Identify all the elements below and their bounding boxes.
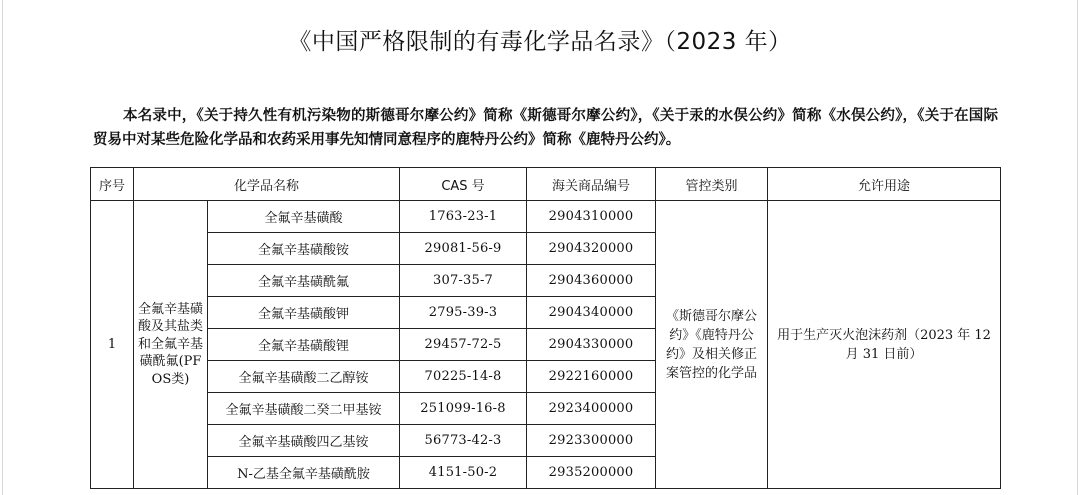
hs-code-cell: 2923400000	[527, 393, 656, 425]
table-row	[91, 201, 1001, 233]
chemical-list-table	[90, 167, 1001, 489]
cas-number-cell: 2795-39-3	[400, 297, 527, 329]
document-title: 《中国严格限制的有毒化学品名录》（2023 年）	[288, 29, 792, 55]
hs-code-cell: 2923300000	[527, 425, 656, 457]
chemical-name-cell: 全氟辛基磺酸二乙醇铵	[208, 361, 400, 393]
header-hs-code: 海关商品编号	[527, 168, 656, 201]
chemical-name-cell: 全氟辛基磺酸二癸二甲基铵	[208, 393, 400, 425]
cas-number-cell: 307-35-7	[400, 265, 527, 297]
hs-code-cell: 2904310000	[527, 201, 656, 233]
chemical-name-cell: N-乙基全氟辛基磺酰胺	[208, 457, 400, 489]
control-category-cell: 《斯德哥尔摩公约》《鹿特丹公约》及相关修正案管控的化学品	[656, 201, 768, 489]
allowed-use-cell: 用于生产灭火泡沫药剂（2023 年 12 月 31 日前）	[768, 201, 1001, 489]
group-index-cell: 1	[91, 201, 134, 489]
chemical-name-cell: 全氟辛基磺酰氟	[208, 265, 400, 297]
hs-code-cell: 2904340000	[527, 297, 656, 329]
header-cas: CAS 号	[400, 168, 527, 201]
chemical-name-cell: 全氟辛基磺酸四乙基铵	[208, 425, 400, 457]
chemical-name-cell: 全氟辛基磺酸钾	[208, 297, 400, 329]
page-edge-left	[2, 0, 3, 495]
intro-paragraph: 本名录中，《关于持久性有机污染物的斯德哥尔摩公约》简称《斯德哥尔摩公约》，《关于汞的水俣公约》简称《水俣公约》，《关于在国际贸易中对某些危险化学品和农药采用事先知情同意程序的鹿特丹公约》简称《鹿特丹公约》。	[93, 107, 998, 148]
header-index: 序号	[91, 168, 134, 201]
hs-code-cell: 2935200000	[527, 457, 656, 489]
cas-number-cell: 29081-56-9	[400, 233, 527, 265]
chemical-name-cell: 全氟辛基磺酸锂	[208, 329, 400, 361]
cas-number-cell: 29457-72-5	[400, 329, 527, 361]
cas-number-cell: 56773-42-3	[400, 425, 527, 457]
header-chemical-name: 化学品名称	[134, 168, 400, 201]
hs-code-cell: 2922160000	[527, 361, 656, 393]
chemical-name-cell: 全氟辛基磺酸	[208, 201, 400, 233]
hs-code-cell: 2904330000	[527, 329, 656, 361]
hs-code-cell: 2904320000	[527, 233, 656, 265]
cas-number-cell: 1763-23-1	[400, 201, 527, 233]
cas-number-cell: 4151-50-2	[400, 457, 527, 489]
page-edge-right	[1077, 0, 1078, 495]
hs-code-cell: 2904360000	[527, 265, 656, 297]
chemical-name-cell: 全氟辛基磺酸铵	[208, 233, 400, 265]
group-name-cell: 全氟辛基磺酸及其盐类和全氟辛基磺酰氟(PFOS类)	[134, 201, 208, 489]
header-row	[91, 168, 1001, 201]
header-use: 允许用途	[768, 168, 1001, 201]
header-control: 管控类别	[656, 168, 768, 201]
cas-number-cell: 251099-16-8	[400, 393, 527, 425]
cas-number-cell: 70225-14-8	[400, 361, 527, 393]
